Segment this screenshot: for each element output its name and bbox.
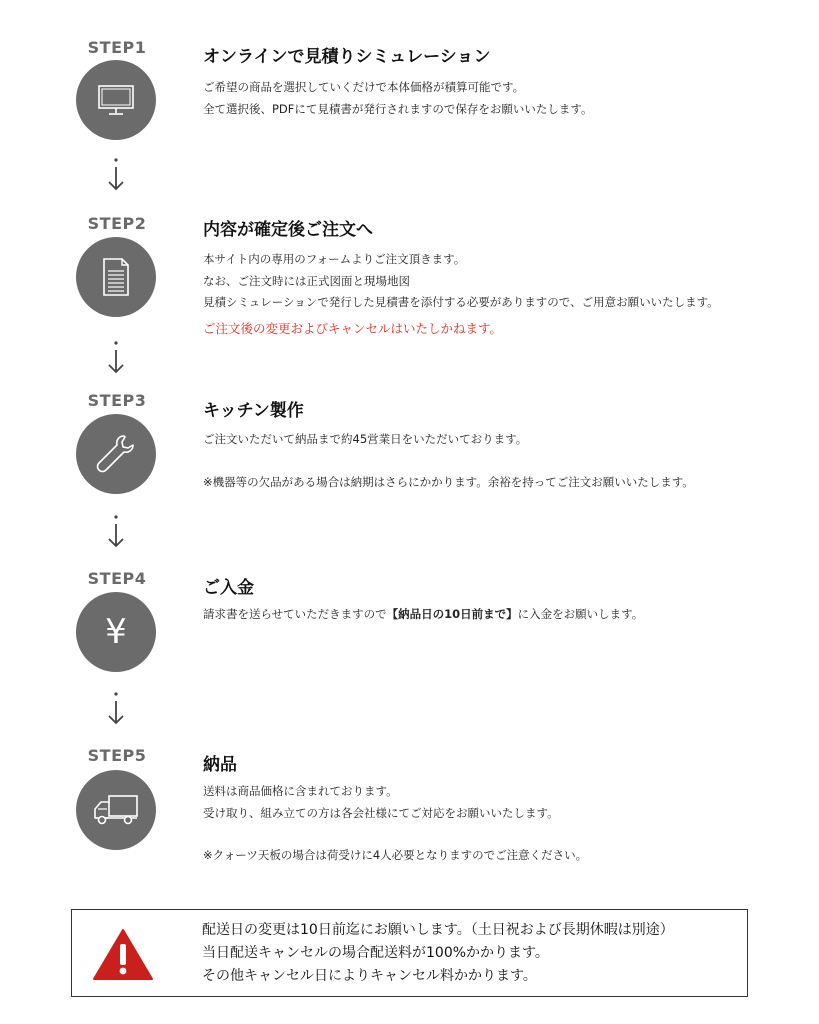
truck-icon [92, 793, 140, 827]
step1-circle [76, 60, 156, 140]
wrench-icon [94, 432, 138, 476]
step5-line: ※クォーツ天板の場合は荷受けに4人必要となりますのでご注意ください。 [203, 848, 588, 862]
step1-title: オンラインで見積りシミュレーション [203, 47, 491, 67]
notice-line: 当日配送キャンセルの場合配送料が100%かかります。 [202, 945, 549, 961]
step2-title: 内容が確定後ご注文へ [203, 220, 373, 240]
step2-label: STEP2 [87, 214, 147, 233]
step5-line: 受け取り、組み立ての方は各会社様にてご対応をお願いいたします。 [203, 805, 559, 820]
step4-label: STEP4 [87, 569, 147, 588]
step4-text-after: に入金をお願いします。 [517, 607, 644, 621]
step5-line: 送料は商品価格に含まれております。 [203, 784, 398, 798]
step3-title: キッチン製作 [203, 401, 304, 421]
step3-line: ※機器等の欠品がある場合は納期はさらにかかります。余裕を持ってご注文お願いいたします。 [203, 474, 694, 489]
step5-label: STEP5 [87, 746, 147, 765]
document-icon [100, 257, 132, 297]
step5-title: 納品 [203, 755, 237, 775]
step4-description [203, 604, 643, 626]
step4-text-before: 請求書を送らせていただきますので [203, 607, 387, 621]
notice-box [71, 909, 748, 997]
step5-description [203, 781, 587, 867]
down-arrow-icon [106, 514, 126, 550]
step1-label: STEP1 [87, 38, 147, 57]
notice-text [202, 919, 674, 988]
step3-line: ご注文いただいて納品まで約45営業日をいただいております。 [203, 432, 528, 446]
step2-line: なお、ご注文時には正式図面と現場地図 [203, 273, 410, 288]
step1-line: ご希望の商品を選択していくだけで本体価格が積算可能です。 [203, 80, 525, 94]
notice-line: 配送日の変更は10日前迄にお願いします。（土日祝および長期休暇は別途） [202, 922, 674, 938]
step4-line [203, 604, 643, 626]
step2-line: 本サイト内の専用のフォームよりご注文頂きます。 [203, 252, 466, 266]
warning-triangle-icon [91, 926, 155, 982]
step5-circle [76, 770, 156, 850]
step2-circle [76, 237, 156, 317]
down-arrow-icon [106, 157, 126, 193]
step1-line: 全て選択後、PDFにて見積書が発行されますので保存をお願いいたします。 [203, 101, 593, 116]
down-arrow-icon [106, 691, 126, 727]
down-arrow-icon [106, 340, 126, 376]
step4-circle [76, 592, 156, 672]
step3-label: STEP3 [87, 391, 147, 410]
step1-description [203, 77, 592, 120]
notice-line: その他キャンセル日によりキャンセル料かかります。 [202, 968, 537, 984]
step3-circle [76, 414, 156, 494]
step2-warning-text: ご注文後の変更およびキャンセルはいたしかねます。 [203, 321, 503, 336]
step4-deadline: 【納品日の10日前まで】 [386, 607, 518, 621]
step2-line: 見積シミュレーションで発行した見積書を添付する必要がありますので、ご用意お願いいたします。 [203, 295, 719, 309]
monitor-icon [96, 82, 136, 118]
yen-icon: ¥ [105, 612, 127, 652]
step3-description [203, 429, 694, 493]
step4-title: ご入金 [203, 578, 254, 598]
step2-description [203, 249, 719, 314]
